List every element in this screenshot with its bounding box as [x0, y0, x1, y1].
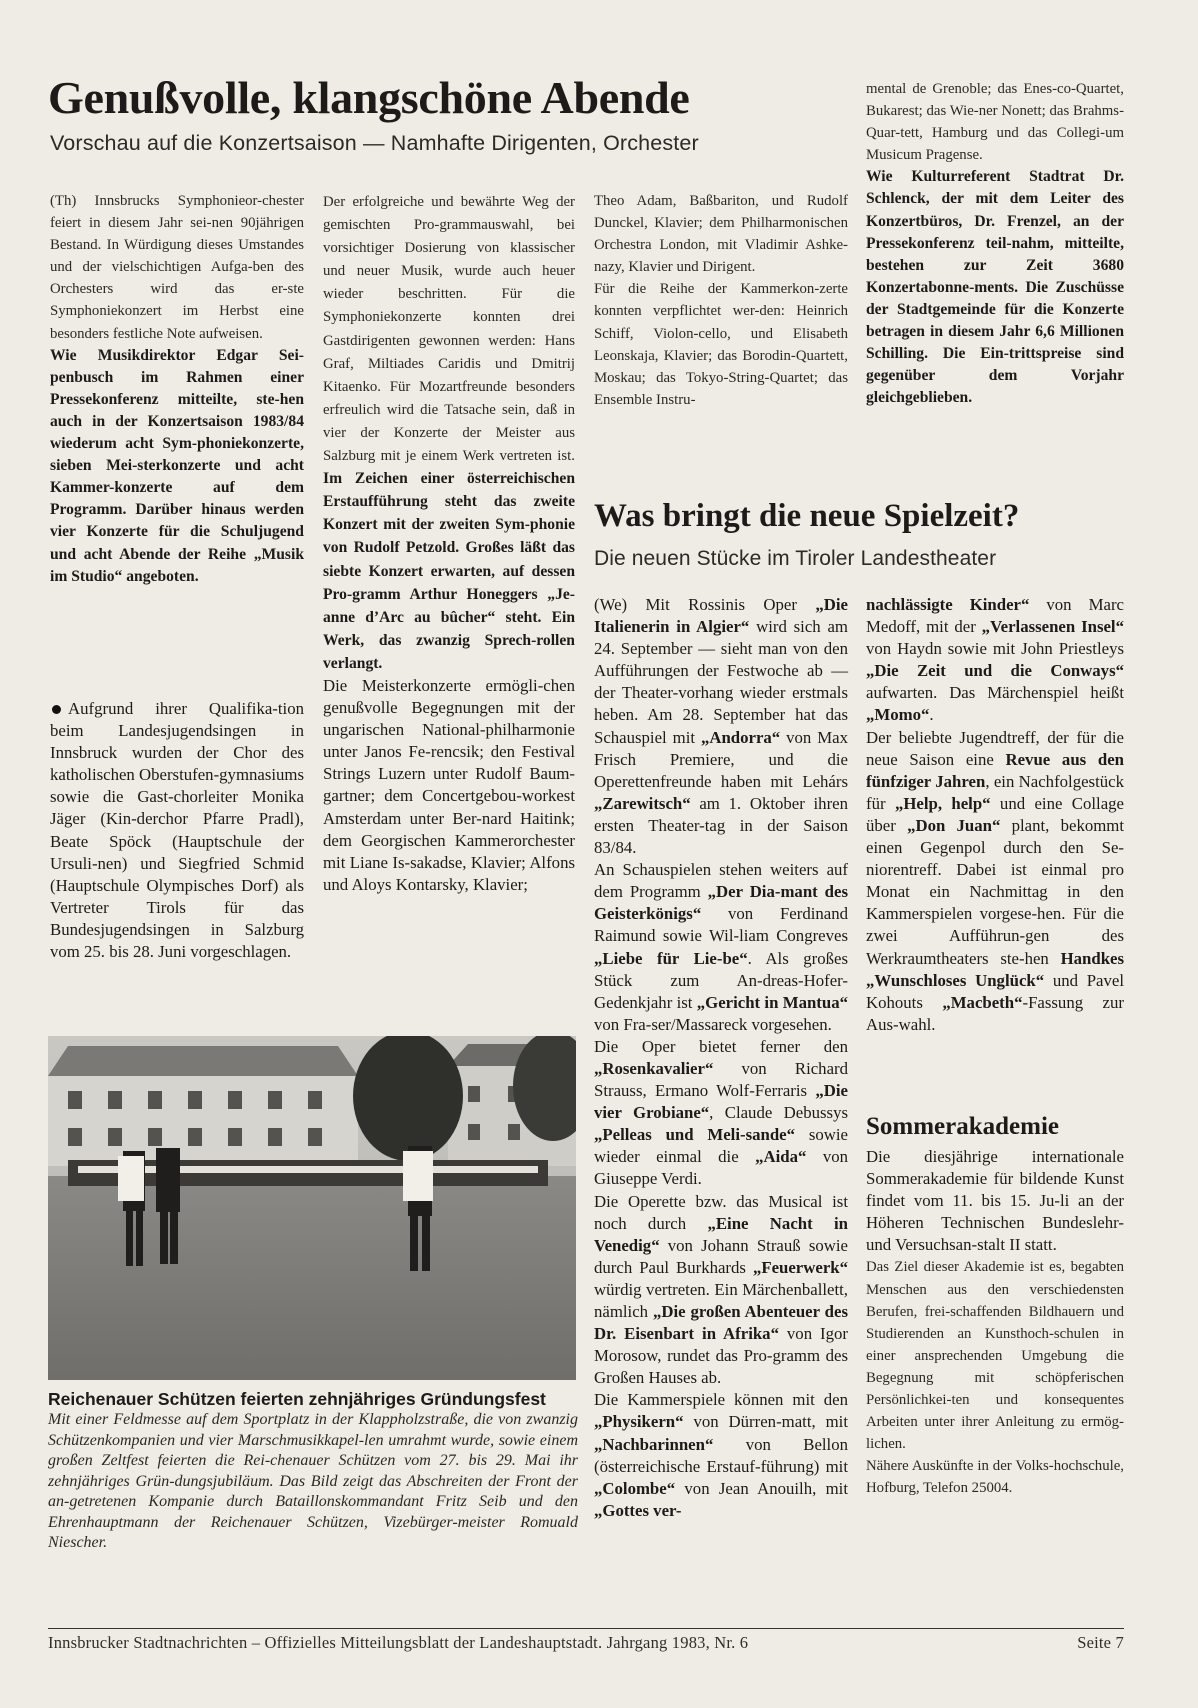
article1-column-1: [50, 190, 304, 588]
page-number: Seite 7: [1077, 1633, 1124, 1652]
paragraph: Nähere Auskünfte in der Volks-hochschule, Hofburg, Telefon 25004.: [866, 1458, 1124, 1497]
bullet-icon: [52, 705, 61, 714]
paragraph: An Schauspielen stehen weiters auf dem Programm „Der Dia-mant des Geisterkönigs“ von Ferdinand Raimund sowie Wil-liam Congreves „Liebe für Lie-be“. Als großes Stück zum An-dreas-Hofer-Gedenkjahr ist „Gericht in Mantua“ von Fra-ser/Massareck vorgesehen.: [594, 860, 848, 1034]
article1-column-4: [866, 78, 1124, 409]
paragraph: (Th) Innsbrucks Symphonieor-chester feiert in diesem Jahr sei-nen 90jährigen Bestand. In Würdigung dieses Umstandes und der vielschichtigen Aufga-ben des Orchesters wird das er-ste Symphoniekonzert im Herbst eine besonders festliche Note aufweisen.: [50, 193, 304, 342]
paragraph: Der beliebte Jugendtreff, der für die neue Saison eine Revue aus den fünfziger Jahren, ein Nachfolgestück für „Help, help“ und eine Collage über „Don Juan“ plant, bekommt einen Gegenpol durch den Se-niorentreff. Dabei ist einmal pro Monat ein Nachmittag in den Kammerspielen vorgese-hen. Für die zwei Aufführun-gen des Werkraumtheaters ste-hen Handkes „Wunschloses Unglück“ und Pavel Kohouts „Macbeth“-Fassung zur Aus-wahl.: [866, 727, 1124, 1034]
paragraph: Die Operette bzw. das Musical ist noch durch „Eine Nacht in Venedig“ von Johann Strauß sowie durch Paul Burkhards „Feuerwerk“ würdig vertreten. Ein Märchenballett, nämlich „Die großen Abenteuer des Dr. Eisenbart in Afrika“ von Igor Morosow, rundet das Pro-gramm des Großen Hauses ab.: [594, 1191, 848, 1388]
notice-paragraph: Aufgrund ihrer Qualifika-tion beim Landesjugendsingen in Innsbruck wurden der Chor des katholischen Oberstufen-gymnasiums sowie die Gast-chorleiter Monika Jäger (Kin-derchor Pfarre Pradl), Beate Spöck (Hauptschule der Ursuli-nen) und Siegfried Schmid (Hauptschule Olympisches Dorf) als Vertreter Tirols für das Bundesjugendsingen in Salzburg vom 25. bis 28. Juni vorgeschlagen.: [50, 699, 304, 962]
article-subheadline: Vorschau auf die Konzertsaison — Namhafte Dirigenten, Orchester: [50, 131, 699, 155]
article1-column-2: [323, 190, 575, 896]
photo-illustration: [48, 1036, 576, 1380]
article2-column-2: [866, 594, 1124, 1036]
paragraph: Das Ziel dieser Akademie ist es, begabten Menschen aus den verschiedensten Berufen, frei-schaffenden Bildhauern und Studierenden an Kunsthoch-schulen in einer ansprechenden Umgebung die Begegnung mit schöpferischen Persönlichkei-ten und konsequentes Arbeiten unter ihrer Anleitung zu ermög-lichen.: [866, 1259, 1124, 1453]
paragraph: Die Oper bietet ferner den „Rosenkavalier“ von Richard Strauss, Ermano Wolf-Ferraris „Die vier Grobiane“, Claude Debussys „Pelleas und Meli-sande“ sowie wieder einmal die „Aida“ von Giuseppe Verdi.: [594, 1036, 848, 1189]
paragraph-bold: Wie Kulturreferent Stadtrat Dr. Schlenck, der mit dem Leiter des Konzertbüros, Dr. Frenzel, an der Pressekonferenz teil-nahm, mitteilte, bestehen zur Zeit 3680 Konzertabonne-ments. Die Zuschüsse der Stadtgemeinde für die Konzerte betragen in diesem Jahr 6,6 Millionen Schilling. Die Ein-trittspreise sind gegenüber dem Vorjahr gleichgeblieben.: [866, 168, 1124, 407]
article2-subheadline: Die neuen Stücke im Tiroler Landestheater: [594, 547, 997, 570]
photo-schuetzen: [48, 1036, 576, 1380]
footer-publication: Innsbrucker Stadtnachrichten – Offizielles Mitteilungsblatt der Landeshauptstadt. Jahrgang 1983, Nr. 6: [48, 1633, 749, 1652]
paragraph: Der erfolgreiche und bewährte Weg der gemischten Pro-grammauswahl, bei vorsichtiger Dosierung von klassischer und neuer Musik, wurde auch heuer wieder beschritten. Für die Symphoniekonzerte konnten drei Gastdirigenten gewonnen werden: Hans Graf, Miltiades Caridis und Dmitrij Kitaenko. Für Mozartfreunde besonders erfreulich wird die Tatsache sein, daß in vier der Konzerte der Meister aus Salzburg mit je einem Werk vertreten ist. Im Zeichen einer österreichischen Erstaufführung steht das zweite Konzert mit der zweiten Sym-phonie von Rudolf Petzold. Großes läßt das siebte Konzert erwarten, auf dessen Pro-gramm Arthur Honeggers „Je-anne d’Arc au bûcher“ steht. Ein Werk, das zwanzig Sprech-rollen verlangt.: [323, 194, 575, 672]
article2-column-1: [594, 594, 848, 1522]
caption-text: Mit einer Feldmesse auf dem Sportplatz in der Klappholzstraße, die von zwanzig Schützenkompanien und vier Marschmusikkapel-len umrahmt wurde, sowie einem großen Zeltfest feierten die Rei-chenauer Schützen vom 27. bis 29. Mai ihr zehnjähriges Grün-dungsjubiläum. Das Bild zeigt das Abschreiten der Front der an-getretenen Kompanie durch Bataillonskommandant Fritz Seib und den Ehrenhauptmann der Reichenauer Schützen, Vizebürger-meister Romuald Niescher.: [48, 1411, 578, 1551]
paragraph: Die diesjährige internationale Sommerakademie für bildende Kunst findet vom 11. bis 15. Ju-li an der Höheren Technischen Bundeslehr- und Versuchsan-stalt II statt.: [866, 1147, 1124, 1255]
paragraph-bold: Wie Musikdirektor Edgar Sei-penbusch im Rahmen einer Pressekonferenz mitteilte, ste-hen auch in der Konzertsaison 1983/84 wiederum acht Sym-phoniekonzerte, sieben Mei-sterkonzerte und acht Kammer-konzerte auf dem Programm. Darüber hinaus werden vier Konzerte für die Schuljugend und acht Abende der Reihe „Musik im Studio“ angeboten.: [50, 346, 304, 585]
notice-column: [50, 698, 304, 963]
paragraph: mental de Grenoble; das Enes-co-Quartet, Bukarest; das Wie-ner Nonett; das Brahms-Quar-tett, Hamburg und das Collegi-um Musicum Pragense.: [866, 81, 1124, 164]
paragraph: Für die Reihe der Kammerkon-zerte konnten verpflichtet wer-den: Heinrich Schiff, Violon-cello, und Elisabeth Leonskaja, Klavier; das Borodin-Quartett, Moskau; das Tokyo-String-Quartet; das Ensemble Instru-: [594, 281, 848, 408]
caption-title: Reichenauer Schützen feierten zehnjähriges Gründungsfest: [48, 1389, 546, 1409]
paragraph: (We) Mit Rossinis Oper „Die Italienerin in Algier“ wird sich am 24. September — sieht man von den Aufführungen der Festwoche ab — der Theater-vorhang wieder erstmals heben. Am 28. September hat das Schauspiel mit „Andorra“ von Max Frisch Premiere, und die Operettenfreunde haben mit Lehárs „Zarewitsch“ am 1. Oktober ihren ersten Theater-tag in der Saison 83/84.: [594, 595, 848, 858]
paragraph: Theo Adam, Baßbariton, und Rudolf Dunckel, Klavier; dem Philharmonischen Orchestra London, mit Vladimir Ashke-nazy, Klavier und Dirigent.: [594, 193, 848, 276]
article1-column-3: [594, 190, 848, 411]
article3-headline: Sommerakademie: [866, 1113, 1060, 1140]
article-headline: Genußvolle, klangschöne Abende: [48, 72, 690, 123]
paragraph: nachlässigte Kinder“ von Marc Medoff, mit der „Verlassenen Insel“ von Haydn sowie mit John Priestleys „Die Zeit und die Conways“ aufwarten. Das Märchenspiel heißt „Momo“.: [866, 595, 1124, 725]
paragraph: Die Meisterkonzerte ermögli-chen genußvolle Begegnungen mit der ungarischen National-philharmonie unter Janos Fe-rencsik; den Festival Strings Luzern unter Rudolf Baum-gartner; dem Concertgebou-workest Amsterdam unter Ber-nard Haitink; dem Georgischen Kammerorchester mit Liane Is-sakadse, Klavier; Alfons und Aloys Kontarsky, Klavier;: [323, 675, 575, 894]
photo-caption: [48, 1388, 578, 1554]
paragraph: Die Kammerspiele können mit den „Physikern“ von Dürren-matt, mit „Nachbarinnen“ von Bellon (österreichische Erstauf-führung) mit „Colombe“ von Jean Anouilh, mit „Gottes ver-: [594, 1390, 848, 1520]
page-footer: [48, 1628, 1124, 1653]
article2-headline: Was bringt die neue Spielzeit?: [594, 498, 1020, 534]
article3-column: [866, 1146, 1124, 1500]
